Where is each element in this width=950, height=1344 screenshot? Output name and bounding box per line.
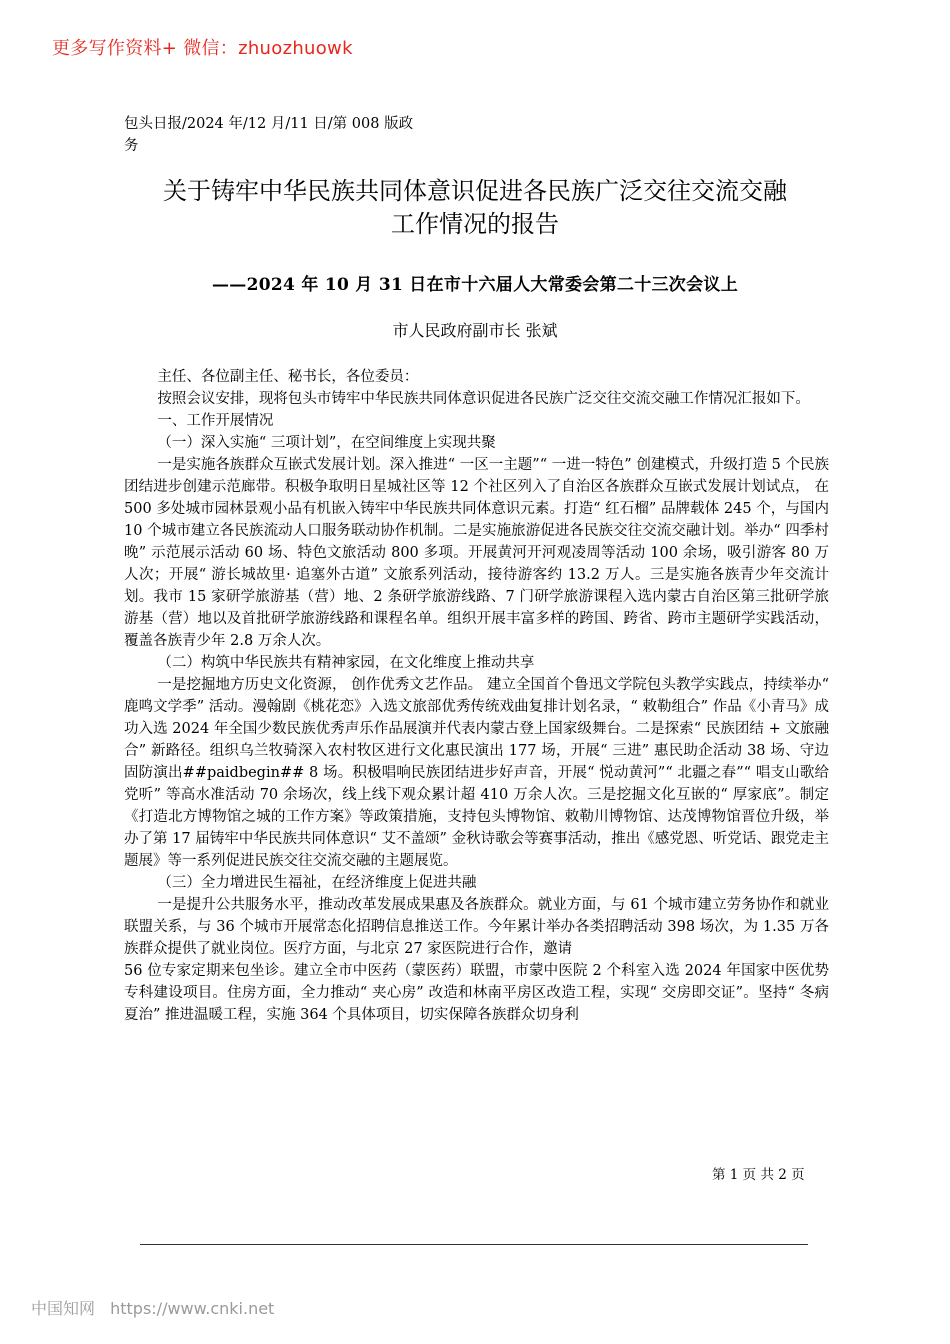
source-line: 包头日报/2024 年/12 月/11 日/第 008 版政务 xyxy=(124,116,414,154)
subsection-heading-1: （一）深入实施“ 三项计划”，在空间维度上实现共聚 xyxy=(157,435,496,451)
promo-banner: 更多写作资料+ 微信：zhuozhuowk xyxy=(52,38,353,59)
footer-divider xyxy=(140,1244,808,1245)
cnki-logo-text: 中国知网 xyxy=(31,1299,96,1318)
subtitle: ——2024 年 10 月 31 日在市十六届人大常委会第二十三次会议上 xyxy=(211,275,739,295)
paragraph-2: 一是挖掘地方历史文化资源， 创作优秀文艺作品。 建立全国首个鲁迅文学院包头教学实践点，持续举办“ 鹿鸣文学季” 活动。漫翰剧《桃花恋》入选文旅部优秀传统戏曲复排计划名录，“ 敕勒组合” 作品《小青马》成功入选 2024 年全国少数民族优秀声乐作品展演并代表内蒙古登上国家级舞台。二是探索“ 民族团结 + 文旅融合” 新路径。组织乌兰牧骑深入农村牧区进行文化惠民演出 177 场，开展“ 三进” 惠民助企活动 38 场、守边固防演出##paidbegin## 8 场。积极唱响民族团结进步好声音，开展“ 悦动黄河”“ 北疆之春”“ 唱支山歌给党听” 等高水准活动 70 余场次，线上线下观众累计超 410 万余人次。三是挖掘文化互嵌的“ 厚家底”。制定《打造北方博物馆之城的工作方案》等政策措施，支持包头博物馆、敕勒川博物馆、达茂博物馆晋位升级，举办了第 17 届铸牢中华民族共同体意识“ 艾不盖颂” 金秋诗歌会等赛事活动，推出《感党恩、听党话、跟党走主题展》等一系列促进民族交往交流交融的主题展览。 xyxy=(124,677,829,869)
paragraph-3-continued: 56 位专家定期来包坐诊。建立全市中医药（蒙医药）联盟，市蒙中医院 2 个科室入选 2024 年国家中医优势专科建设项目。住房方面，全力推动“ 夹心房” 改造和林南平房区改造工程，实现“ 交房即交证”。坚持“ 冬病夏治” 推进温暖工程，实施 364 个具体项目，切实保障各族群众切身利 xyxy=(124,963,829,1023)
footer-watermark xyxy=(31,1296,284,1319)
title-line-1: 关于铸牢中华民族共同体意识促进各民族广泛交往交流交融 xyxy=(163,177,787,205)
author-line: 市人民政府副市长 张斌 xyxy=(392,321,558,340)
subsection-heading-2: （二）构筑中华民族共有精神家园，在文化维度上推动共享 xyxy=(157,655,535,671)
cnki-url: https://www.cnki.net xyxy=(110,1299,275,1318)
paragraph-1: 一是实施各族群众互嵌式发展计划。深入推进“ 一区一主题”“ 一进一特色” 创建模式，升级打造 5 个民族团结进步创建示范廊带。积极争取明日星城社区等 12 个社区列入了自治区各族群众互嵌式发展计划试点， 在 500 多处城市园林景观小品有机嵌入铸牢中华民族共同体意识元素。打造“ 红石榴” 品牌载体 245 个，与国内 10 个城市建立各民族流动人口服务联动协作机制。二是实施旅游促进各民族交往交流交融计划。举办“ 四季村晚” 示范展示活动 60 场、特色文旅活动 800 多项。开展黄河开河观凌周等活动 100 余场，吸引游客 80 万人次；开展“ 游长城故里· 追塞外古道” 文旅系列活动，接待游客约 13.2 万人。三是实施各族青少年交流计划。我市 15 家研学旅游基（营）地、2 条研学旅游线路、7 门研学旅游课程入选内蒙古自治区第三批研学旅游基（营）地以及首批研学旅游线路和课程名单。组织开展丰富多样的跨国、跨省、跨市主题研学实践活动，覆盖各族青少年 2.8 万余人次。 xyxy=(124,457,829,649)
section-heading-1: 一、工作开展情况 xyxy=(157,413,274,429)
salutation: 主任、各位副主任、秘书长，各位委员： xyxy=(157,369,419,385)
paragraph-3: 一是提升公共服务水平，推动改革发展成果惠及各族群众。就业方面，与 61 个城市建立劳务协作和就业联盟关系，与 36 个城市开展常态化招聘信息推送工作。今年累计举办各类招聘活动 398 场次，为 1.35 万各族群众提供了就业岗位。医疗方面，与北京 27 家医院进行合作，邀请 xyxy=(124,897,829,957)
page-title xyxy=(100,175,850,241)
title-line-2: 工作情况的报告 xyxy=(391,210,559,238)
paragraph-intro: 按照会议安排，现将包头市铸牢中华民族共同体意识促进各民族广泛交往交流交融工作情况汇报如下。 xyxy=(157,391,810,407)
page-number: 第 1 页 共 2 页 xyxy=(712,1167,805,1183)
document-body xyxy=(124,366,829,1026)
subsection-heading-3: （三）全力增进民生福祉，在经济维度上促进共融 xyxy=(157,875,477,891)
